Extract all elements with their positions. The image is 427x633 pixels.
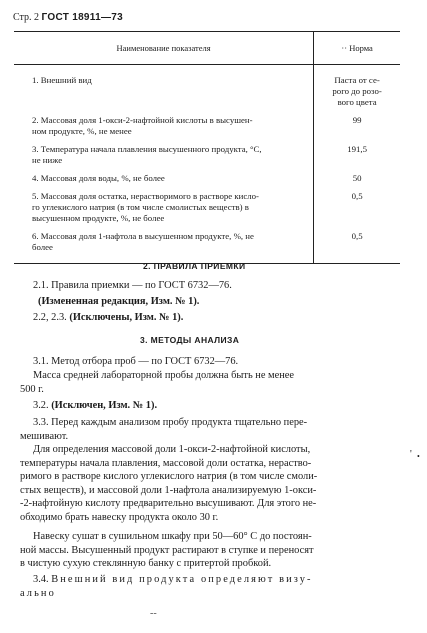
table-header-row <box>14 32 400 65</box>
paragraph-number: 3.4. <box>33 574 49 585</box>
indicator-cell <box>14 166 314 184</box>
text-line: температуры начала плавления, массовой доли остатка, нераство- <box>20 457 312 469</box>
indicator-text: 1. Внешний вид <box>32 75 92 85</box>
indicator-text: 2. Массовая доля 1-окси-2-нафтойной кислоты в высушен- <box>32 115 253 125</box>
norm-text: 99 <box>352 115 362 125</box>
indicator-cell <box>14 65 314 109</box>
text-line <box>20 573 313 587</box>
paragraph-3-1: 3.1. Метод отбора проб — по ГОСТ 6732—76. <box>33 356 239 367</box>
excluded-note: (Исключены, Изм. № 1). <box>69 312 184 323</box>
indicator-text: го углекислого натрия (в том числе смолистых веществ) в <box>32 202 249 212</box>
norm-cell <box>314 224 400 264</box>
text-line: 3.3. Перед каждым анализом пробу продукта тщательно пере- <box>33 417 308 428</box>
paragraph-2-2-2-3 <box>33 311 183 325</box>
text-line: Навеску сушат в сушильном шкафу при 50—60° С до постоян- <box>33 531 312 542</box>
indicator-text: не ниже <box>32 155 63 165</box>
column-header-norm <box>314 32 400 65</box>
indicator-text: 6. Массовая доля 1-нафтола в высушенном продукте, %, не <box>32 231 254 241</box>
indicator-text: 4. Массовая доля воды, %, не более <box>32 173 165 183</box>
norm-text: 191,5 <box>347 144 367 154</box>
text-line: Для определения массовой доли 1-окси-2-нафтойной кислоты, <box>33 444 311 455</box>
table-row <box>14 108 400 137</box>
spaced-text: Внешний вид продукта определяют визу- <box>51 574 313 585</box>
excluded-note: (Исключен, Изм. № 1). <box>51 400 158 411</box>
text-line: мешивают. <box>20 430 69 442</box>
norm-prefix-marks: ·· <box>341 42 348 53</box>
text-line: римого в растворе кислого углекислого натрия (в том числе смоли- <box>20 471 318 482</box>
text-line: обходимо брать навеску продукта около 30 г. <box>20 511 219 523</box>
paragraph-2-1-amendment: (Измененная редакция, Изм. № 1). <box>38 296 200 307</box>
indicator-cell <box>14 224 314 264</box>
margin-mark-apostrophe: ' <box>410 449 412 460</box>
text-line: Масса средней лабораторной пробы должна быть не менее <box>33 370 295 381</box>
section-2-title: 2. ПРАВИЛА ПРИЕМКИ <box>143 261 246 271</box>
norm-text: рого до розо- <box>332 86 382 96</box>
paragraph-number: 3.2. <box>33 400 49 411</box>
text-line: 500 г. <box>20 383 44 395</box>
table-row <box>14 224 400 264</box>
norm-text: 50 <box>352 173 362 183</box>
margin-mark-dot: • <box>417 452 420 461</box>
bottom-mark: -- <box>150 608 157 619</box>
indicator-cell <box>14 184 314 224</box>
table-row <box>14 137 400 166</box>
paragraph-3-1-mass <box>20 369 294 396</box>
paragraph-3-3 <box>20 416 307 443</box>
text-line: ной массы. Высушенный продукт растирают в ступке и переносят <box>20 544 314 556</box>
norm-text: 0,5 <box>351 191 363 201</box>
text-line: стых веществ), и массовой доли 1-нафтола анализируемую 1-окси- <box>20 484 317 496</box>
table-row <box>14 184 400 224</box>
paragraph-2-1: 2.1. Правила приемки — по ГОСТ 6732—76. <box>33 280 232 291</box>
paragraph-determination <box>20 443 317 524</box>
table-row <box>14 65 400 109</box>
norm-cell <box>314 65 400 109</box>
indicator-cell <box>14 108 314 137</box>
norm-text: вого цвета <box>337 97 377 107</box>
norm-text: Паста от се- <box>334 75 380 85</box>
indicator-text: более <box>32 242 53 252</box>
indicator-text: высушенном продукте, %, не более <box>32 213 165 223</box>
table-row <box>14 166 400 184</box>
page-header <box>13 12 123 23</box>
indicator-cell <box>14 137 314 166</box>
text-line: в чистую сухую стеклянную банку с притертой пробкой. <box>20 558 272 569</box>
paragraph-3-4 <box>20 573 313 600</box>
text-line: -2-нафтойную кислоту предварительно высушивают. Для этого не- <box>20 498 317 509</box>
column-header-indicator: Наименование показателя <box>14 32 314 65</box>
indicators-table <box>14 31 400 264</box>
norm-cell <box>314 137 400 166</box>
paragraph-number: 2.2, 2.3. <box>33 312 67 323</box>
norm-label: Норма <box>349 42 373 53</box>
indicator-text: 5. Массовая доля остатка, нерастворимого в растворе кисло- <box>32 191 259 201</box>
norm-cell <box>314 184 400 224</box>
indicator-text: 3. Температура начала плавления высушенного продукта, °С, <box>32 144 262 154</box>
paragraph-3-2 <box>33 399 157 413</box>
page-number: Стр. 2 <box>13 12 40 23</box>
standard-number: ГОСТ 18911—73 <box>41 12 123 23</box>
norm-cell <box>314 166 400 184</box>
indicator-text: ном продукте, %, не менее <box>32 126 132 136</box>
norm-cell <box>314 108 400 137</box>
spaced-text: ально <box>20 587 56 599</box>
norm-text: 0,5 <box>351 231 363 241</box>
section-3-title: 3. МЕТОДЫ АНАЛИЗА <box>140 335 240 345</box>
paragraph-drying <box>20 530 314 571</box>
